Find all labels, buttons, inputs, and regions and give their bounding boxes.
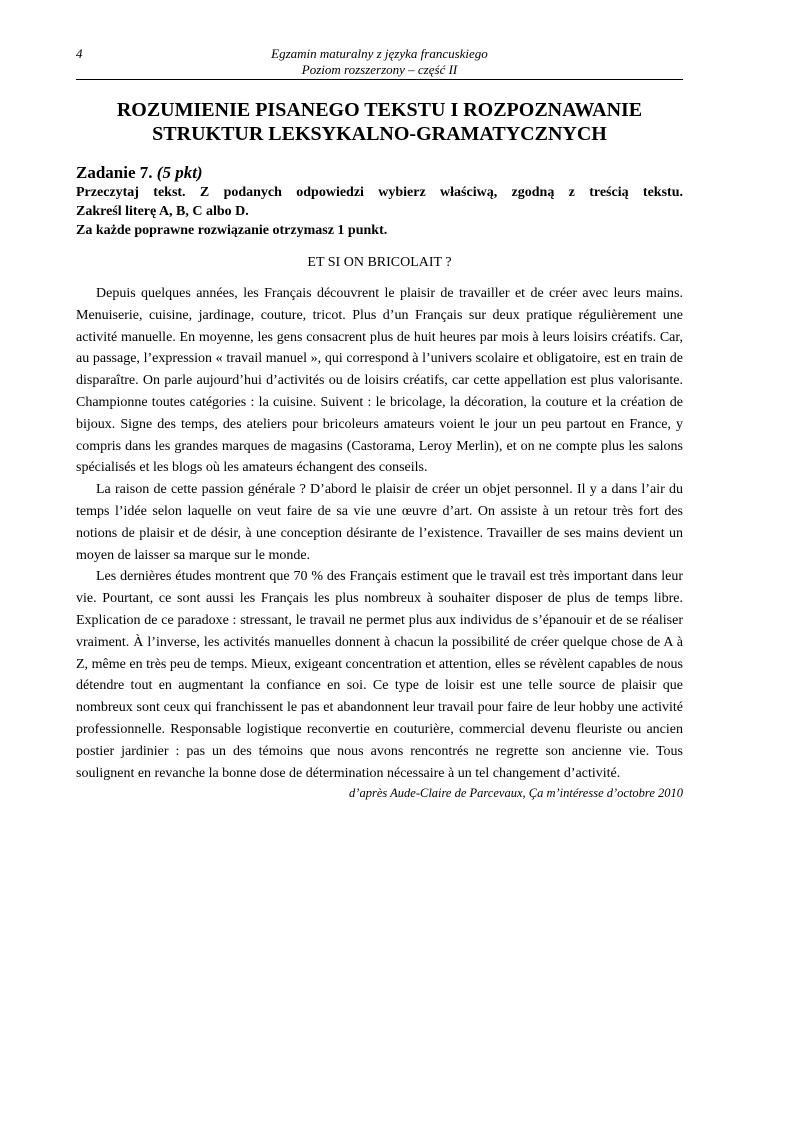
page-header xyxy=(76,44,683,80)
article-paragraph-2: La raison de cette passion générale ? D’abord le plaisir de créer un objet personnel. Il y a dans l’air du temps l’idée selon laquelle on veut faire de sa vie une œuvre d’art. On assiste à un retour très fort des notions de plaisir et de désir, à une conception désirante de l’existence. Travailler de ses mains devient un moyen de laisser sa marque sur le monde. xyxy=(76,482,683,563)
task-instruction-read: Przeczytaj tekst. Z podanych odpowiedzi wybierz właściwą, zgodną z treścią tekstu. xyxy=(76,185,683,200)
section-title-line-2: STRUKTUR LEKSYKALNO-GRAMATYCZNYCH xyxy=(152,123,607,145)
task-block xyxy=(76,163,683,240)
header-exam-level: Poziom rozszerzony – część II xyxy=(301,62,458,77)
exam-page xyxy=(76,44,683,801)
article-title: ET SI ON BRICOLAIT ? xyxy=(307,255,452,270)
section-title xyxy=(76,98,683,146)
article-source: d’après Aude-Claire de Parcevaux, Ça m’intéresse d’octobre 2010 xyxy=(349,786,683,801)
task-points: (5 pkt) xyxy=(156,163,203,182)
task-instruction-circle: Zakreśl literę A, B, C albo D. xyxy=(76,204,249,219)
page-number: 4 xyxy=(76,46,83,61)
header-exam-name: Egzamin maturalny z języka francuskiego xyxy=(271,46,488,61)
task-title: Zadanie 7. xyxy=(76,163,153,182)
task-heading xyxy=(76,163,683,183)
section-title-line-1: ROZUMIENIE PISANEGO TEKSTU I ROZPOZNAWANIE xyxy=(116,99,643,121)
header-title xyxy=(76,46,683,78)
task-instruction-scoring: Za każde poprawne rozwiązanie otrzymasz 1 punkt. xyxy=(76,223,388,238)
article-body xyxy=(76,283,683,784)
article-paragraph-1: Depuis quelques années, les Français découvrent le plaisir de travailler et de créer avec leurs mains. Menuiserie, cuisine, jardinage, couture, tricot. Plus d’un Français sur deux pratique régulièrement une activité manuelle. En moyenne, les gens consacrent plus de huit heures par mois à leurs loisirs créatifs. Car, au passage, l’expression « travail manuel », qui correspond à l’univers scolaire et obligatoire, est en train de disparaître. On parle aujourd’hui d’activités ou de loisirs créatifs, car cette appellation est plus valorisante. Championne toutes catégories : la cuisine. Suivent : le bricolage, la décoration, la couture et la création de bijoux. Signe des temps, des ateliers pour bricoleurs amateurs voient le jour un peu partout en France, y compris dans les grandes marques de magasins (Castorama, Leroy Merlin), et on ne compte plus les salons spécialisés et les blogs où les amateurs échangent des conseils. xyxy=(76,286,683,476)
header-divider xyxy=(76,79,683,80)
article-paragraph-3: Les dernières études montrent que 70 % des Français estiment que le travail est très important dans leur vie. Pourtant, ce sont aussi les Français les plus nombreux à souhaiter disposer de plus de temps libre. Explication de ce paradoxe : stressant, le travail ne permet plus aux individus de s’épanouir et de se réaliser vraiment. À l’inverse, les activités manuelles donnent à chacun la possibilité de créer quelque chose de A à Z, même en très peu de temps. Mieux, exigeant concentration et attention, elles se révèlent capables de nous détendre tout en augmentant la confiance en soi. Ce type de loisir est une telle source de plaisir que nombreux sont ceux qui franchissent le pas et abandonnent leur travail pour faire de leur hobby une activité professionnelle. Responsable logistique reconvertie en couturière, commercial devenu fleuriste ou ancien postier jardinier : pas un des témoins que nous avons rencontrés ne regrette son ancienne vie. Tous soulignent en revanche la bonne dose de détermination nécessaire à un tel changement d’activité. xyxy=(76,569,683,781)
